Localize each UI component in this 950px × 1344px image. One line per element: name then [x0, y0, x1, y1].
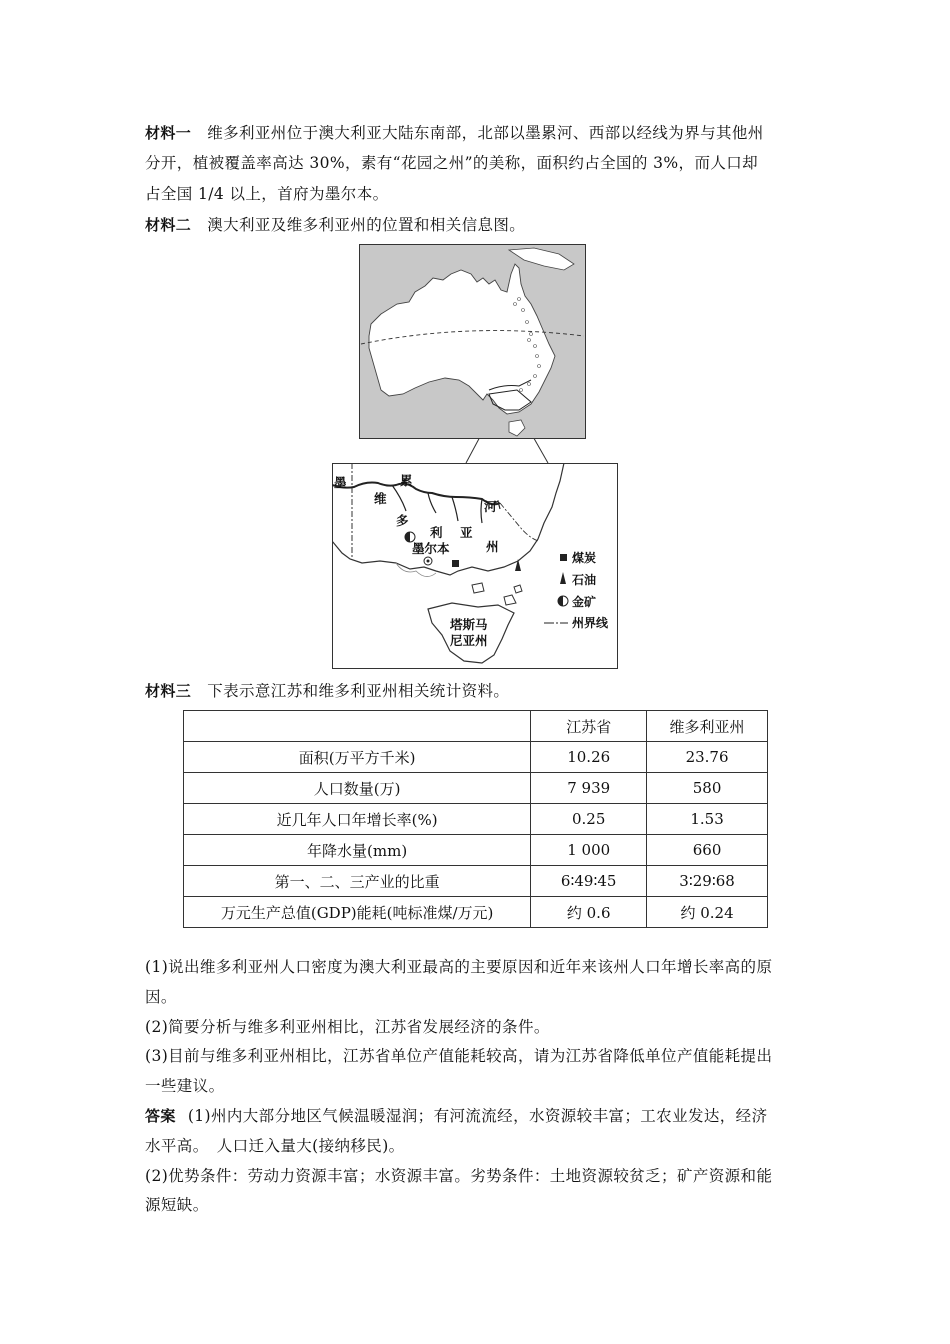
- material1-line3: 占全国 1/4 以上，首府为墨尔本。: [145, 185, 389, 203]
- table-cell: 580: [647, 773, 768, 804]
- question2: (2)简要分析与维多利亚州相比，江苏省发展经济的条件。: [145, 1018, 550, 1036]
- table-cell: 年降水量(mm): [184, 835, 531, 866]
- stats-table: [183, 710, 768, 928]
- table-cell: 约 0.6: [531, 897, 647, 928]
- label-duo: 多: [396, 513, 409, 528]
- material1-label: 材料一: [145, 124, 192, 142]
- gold-half-circle-icon: [558, 596, 568, 606]
- table-header-cell: [184, 711, 531, 742]
- label-tasmania-1: 塔斯马: [450, 617, 488, 632]
- answer1-line1: 答案 (1)州内大部分地区气候温暖湿润；有河流流经，水资源较丰富；工农业发达，经济: [145, 1107, 768, 1125]
- table-cell: 6∶49∶45: [531, 866, 647, 897]
- table-cell: 约 0.24: [647, 897, 768, 928]
- label-tasmania-2: 尼亚州: [450, 633, 488, 648]
- table-cell: 1 000: [531, 835, 647, 866]
- table-header-cell: 维多利亚州: [647, 711, 768, 742]
- victoria-detail-map: [332, 463, 618, 669]
- table-cell: 面积(万平方千米): [184, 742, 531, 773]
- label-li: 利: [430, 525, 443, 540]
- legend-border: 州界线: [572, 616, 609, 630]
- table-cell: 0.25: [531, 804, 647, 835]
- table-row: [184, 835, 768, 866]
- table-cell: 人口数量(万): [184, 773, 531, 804]
- label-melbourne: 墨尔本: [412, 541, 450, 556]
- material3-line: 材料三 下表示意江苏和维多利亚州相关统计资料。: [145, 682, 510, 700]
- question1-line1: (1)说出维多利亚州人口密度为澳大利亚最高的主要原因和近年来该州人口年增长率高的原: [145, 958, 773, 976]
- table-row: [184, 742, 768, 773]
- table-row: [184, 866, 768, 897]
- answer1-line2: 水平高。 人口迁入量大(接纳移民)。: [145, 1137, 405, 1155]
- material2-label: 材料二: [145, 216, 192, 234]
- australia-map: [359, 244, 586, 439]
- legend-oil: 石油: [572, 573, 597, 587]
- table-cell: 万元生产总值(GDP)能耗(吨标准煤/万元): [184, 897, 531, 928]
- table-cell: 10.26: [531, 742, 647, 773]
- question3-line2: 一些建议。: [145, 1077, 225, 1095]
- table-header-row: [184, 711, 768, 742]
- table-row: [184, 804, 768, 835]
- table-row: [184, 897, 768, 928]
- label-zhou: 州: [486, 539, 499, 554]
- table-cell: 3∶29∶68: [647, 866, 768, 897]
- table-cell: 660: [647, 835, 768, 866]
- table-cell: 近几年人口年增长率(%): [184, 804, 531, 835]
- legend-gold: 金矿: [572, 595, 597, 609]
- coal-mine-icon: [452, 560, 459, 567]
- answer2-line1: (2)优势条件：劳动力资源丰富；水资源丰富。劣势条件：土地资源较贫乏；矿产资源和能: [145, 1167, 773, 1185]
- table-cell: 23.76: [647, 742, 768, 773]
- question3-line1: (3)目前与维多利亚州相比，江苏省单位产值能耗较高，请为江苏省降低单位产值能耗提出: [145, 1047, 773, 1065]
- material2-line: 材料二 澳大利亚及维多利亚州的位置和相关信息图。: [145, 216, 526, 234]
- answer-label: 答案: [145, 1107, 176, 1125]
- label-wei: 维: [374, 491, 387, 506]
- legend-coal: 煤炭: [572, 551, 597, 565]
- label-mo: 墨: [334, 475, 347, 490]
- table-cell: 1.53: [647, 804, 768, 835]
- table-row: [184, 773, 768, 804]
- answer2-line2: 源短缺。: [145, 1196, 209, 1214]
- question1-line2: 因。: [145, 988, 177, 1006]
- table-cell: 7 939: [531, 773, 647, 804]
- label-lei: 累: [400, 473, 413, 488]
- coal-square-icon: [560, 554, 567, 561]
- material3-label: 材料三: [145, 682, 192, 700]
- material1-line2: 分开，植被覆盖率高达 30%，素有“花园之州”的美称，面积约占全国的 3%，而人口却: [145, 154, 759, 172]
- table-cell: 第一、二、三产业的比重: [184, 866, 531, 897]
- material1-line1: 材料一 维多利亚州位于澳大利亚大陆东南部，北部以墨累河、西部以经线为界与其他州: [145, 124, 764, 142]
- label-he: 河: [484, 499, 497, 514]
- label-ya: 亚: [460, 525, 473, 540]
- table-header-cell: 江苏省: [531, 711, 647, 742]
